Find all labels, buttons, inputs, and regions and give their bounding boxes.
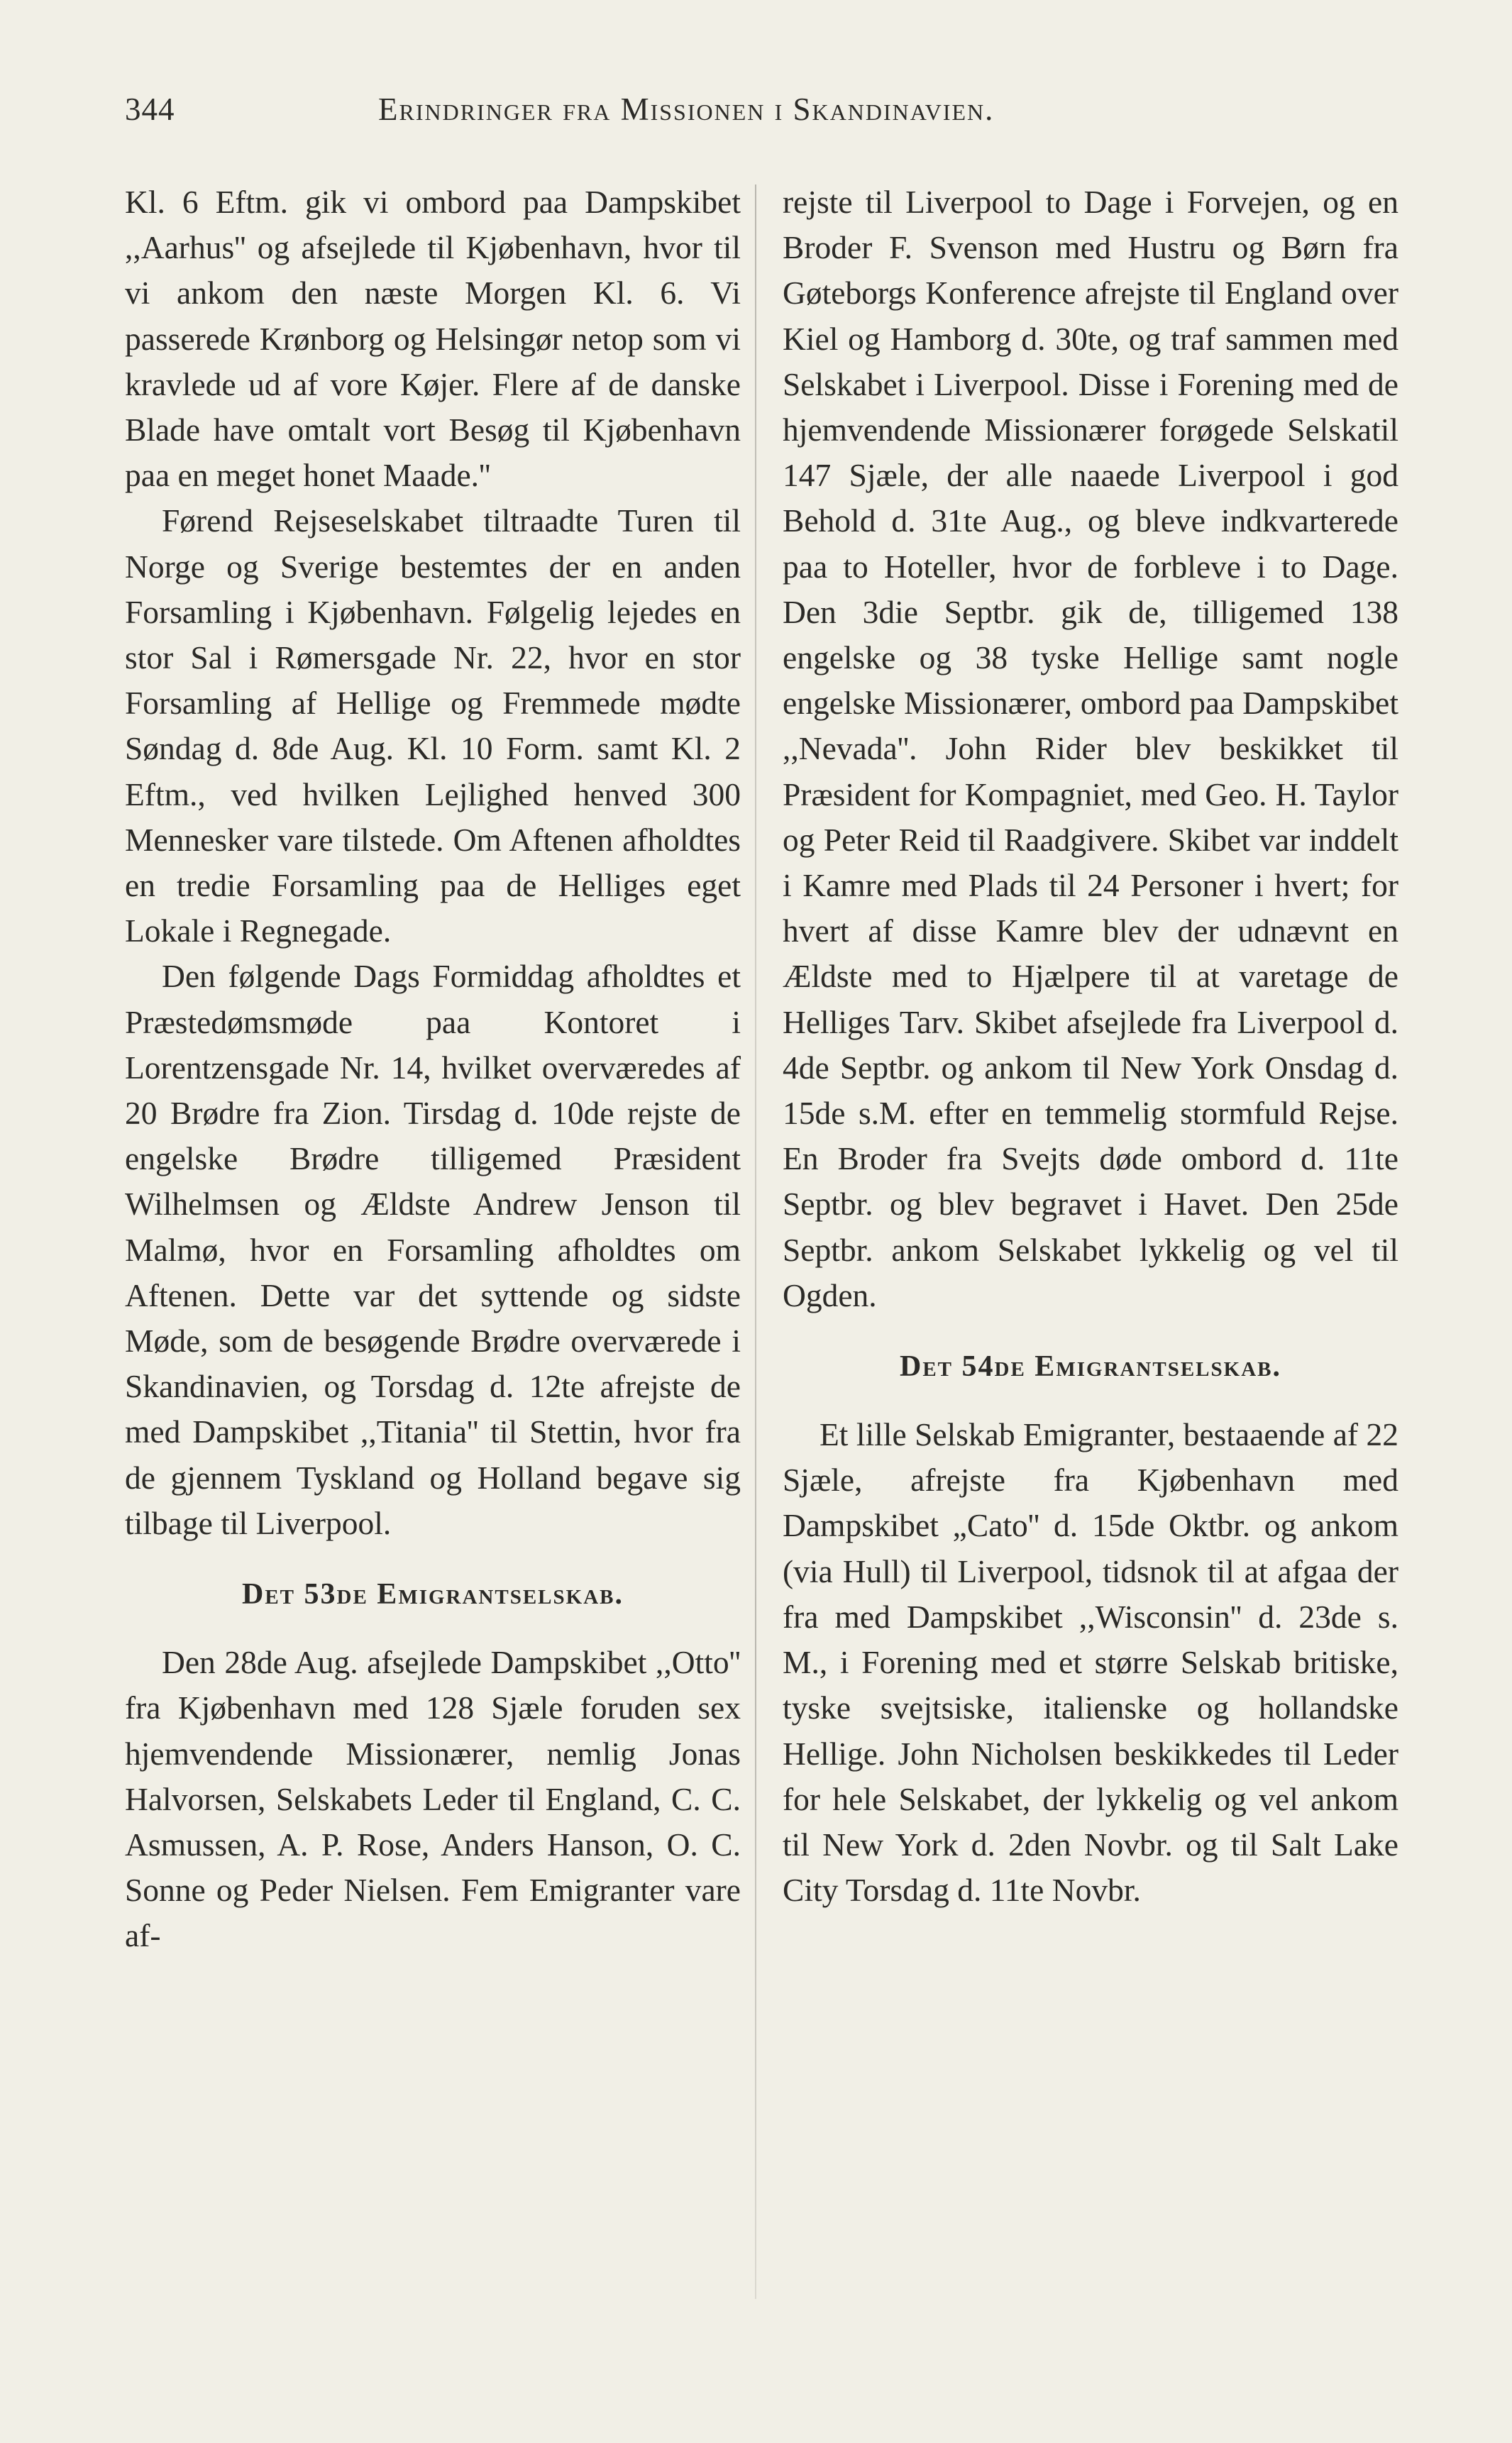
section-heading: Det 54de Emigrantselskab.	[900, 1350, 1281, 1384]
paragraph: Den følgende Dags Formiddag afholdtes et Præstedømsmøde paa Kontoret i Lorentzensgade Nr. 14, hvilket overværedes af 20 Brødre fra Zion. Tirsdag d. 10de rejste de engelske Brødre tilligemed Præsident Wilhelmsen og Ældste Andrew Jenson til Malmø, hvor en Forsamling afholdtes om Aftenen. Dette var det syttende og sidste Møde, som de besøgende Brødre overværede i Skandinavien, og Torsdag d. 12te afrejste de med Dampskibet ,,Titania'' til Stettin, hvor fra de gjennem Tyskland og Holland begave sig tilbage til Liverpool.	[125, 958, 741, 1541]
paragraph: Den 28de Aug. afsejlede Dampskibet ,,Otto'' fra Kjøbenhavn med 128 Sjæle foruden sex hjemvendende Missionærer, nemlig Jonas Halvorsen, Selskabets Leder til England, C. C. Asmussen, A. P. Rose, Anders Hanson, O. C. Sonne og Peder Nielsen. Fem Emigranter vare af-	[125, 1644, 741, 1954]
section-heading: Det 53de Emigrantselskab.	[242, 1578, 624, 1611]
right-column	[783, 180, 1398, 1913]
running-head	[125, 91, 1423, 133]
left-column	[125, 180, 741, 1959]
running-title: Erindringer fra Missionen i Skandinavien.	[378, 92, 995, 127]
paragraph: Førend Rejseselskabet tiltraadte Turen til Norge og Sverige bestemtes der en anden Forsamling i Kjøbenhavn. Følgelig lejedes en stor Sal i Rømersgade Nr. 22, hvor en stor Forsamling af Hellige og Fremmede mødte Søndag d. 8de Aug. Kl. 10 Form. samt Kl. 2 Eftm., ved hvilken Lejlighed henved 300 Mennesker vare tilstede. Om Aftenen afholdtes en tredie Forsamling paa de Helliges eget Lokale i Regnegade.	[125, 502, 741, 949]
paragraph-continued: Kl. 6 Eftm. gik vi ombord paa Dampskibet ,,Aarhus'' og afsejlede til Kjøbenhavn, hvor til vi ankom den næste Morgen Kl. 6. Vi passerede Krønborg og Helsingør netop som vi kravlede ud af vore Køjer. Flere af de danske Blade have omtalt vort Besøg til Kjøbenhavn paa en meget honet Maade.''	[125, 184, 741, 494]
paragraph-continued: rejste til Liverpool to Dage i Forvejen, og en Broder F. Svenson med Hustru og Børn fra Gøteborgs Konference afrejste til England over Kiel og Hamborg d. 30te, og traf sammen med Selskabet i Liverpool. Disse i Forening med de hjemvendende Missionærer forøgede Selskatil 147 Sjæle, der alle naaede Liverpool i god Behold d. 31te Aug., og bleve indkvarterede paa to Hoteller, hvor de forbleve i to Dage. Den 3die Septbr. gik de, tilligemed 138 engelske og 38 tyske Hellige samt nogle engelske Missionærer, ombord paa Dampskibet ,,Nevada''. John Rider blev beskikket til Præsident for Kompagniet, med Geo. H. Taylor og Peter Reid til Raadgivere. Skibet var inddelt i Kamre med Plads til 24 Personer i hvert; for hvert af disse Kamre blev der udnævnt en Ældste med to Hjælpere til at varetage de Helliges Tarv. Skibet afsejlede fra Liverpool d. 4de Septbr. og ankom til New York Onsdag d. 15de s.M. efter en temmelig stormfuld Rejse. En Broder fra Svejts døde ombord d. 11te Septbr. og blev begravet i Havet. Den 25de Septbr. ankom Selskabet lykkelig og vel til Ogden.	[783, 184, 1398, 1313]
paragraph: Et lille Selskab Emigranter, bestaaende af 22 Sjæle, afrejste fra Kjøbenhavn med Dampskibet „Cato'' d. 15de Oktbr. og ankom (via Hull) til Liverpool, tidsnok til at afgaa der fra med Dampskibet ,,Wisconsin'' d. 23de s. M., i Forening med et større Selskab britiske, tyske svejtsiske, italienske og hollandske Hellige. John Nicholsen beskikkedes til Leder for hele Selskabet, der lykkelig og vel ankom til New York d. 2den Novbr. og til Salt Lake City Torsdag d. 11te Novbr.	[783, 1416, 1398, 1909]
column-divider	[755, 184, 756, 2299]
page-number: 344	[125, 92, 175, 127]
